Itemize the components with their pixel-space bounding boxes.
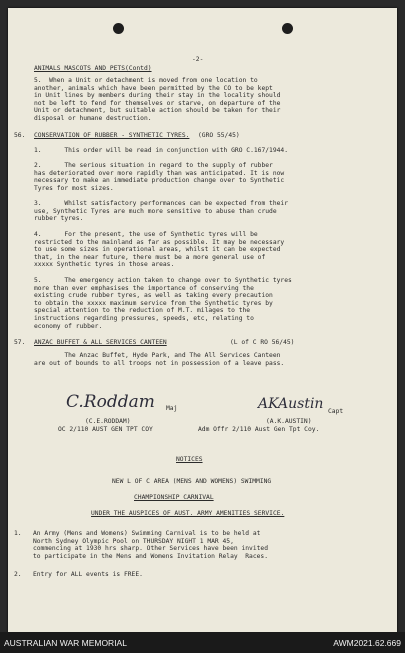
item-number: 57. xyxy=(14,339,26,346)
item-title: CONSERVATION OF RUBBER - SYNTHETIC TYRES. xyxy=(34,132,190,139)
signature-left-name: (C.E.RODDAM) xyxy=(85,418,131,425)
item-56-para-line: necessary to make an immediate production change over to Synthetic xyxy=(34,177,285,185)
notices-para-line: commencing at 1930 hrs sharp. Other Services have been invited xyxy=(14,545,269,553)
para-5-line: 5. When a Unit or detachment is moved from one location to xyxy=(34,77,258,84)
item-56-para-line: use, Synthetic Tyres are much more sensitive to abuse than crude xyxy=(34,207,277,215)
para-5-line: disposal or humane destruction. xyxy=(34,115,152,122)
item-56-para-line: restricted to the mainland as far as possible. It may be necessary xyxy=(34,238,285,246)
item-56-para-line: to use some sizes in operational areas, whilst it can be expected xyxy=(34,246,281,254)
signature-left-suffix: Maj xyxy=(166,405,178,412)
footer-accession: AWM2021.62.669 xyxy=(333,638,401,648)
item-number: 56. xyxy=(14,132,26,139)
item-56-para-line: that, in the near future, there must be a more general use of xyxy=(34,253,266,261)
notices-para-line: North Sydney Olympic Pool on THURSDAY NIGHT 1 MAR 45, xyxy=(14,537,234,545)
notices-line: CHAMPIONSHIP CARNIVAL xyxy=(134,494,214,501)
notices-line: NEW L OF C AREA (MENS AND WOMENS) SWIMMING xyxy=(112,478,272,485)
item-56-para-line: instructions regarding pressures, speeds, etc, relating to xyxy=(34,315,254,322)
punch-hole-right xyxy=(282,23,293,34)
item-56-para-line: economy of rubber. xyxy=(34,322,103,330)
notices-para-line: to participate in the Mens and Womens Invitation Relay Races. xyxy=(14,552,269,560)
item-56-para-line: more than ever emphasises the importance of conserving the xyxy=(34,284,254,292)
para-5-line: another, animals which have been permitted by the CO to be kept xyxy=(34,84,273,92)
notices-line: UNDER THE AUSPICES OF AUST. ARMY AMENITIES SERVICE. xyxy=(91,510,285,517)
item-56-para-line: 5. The emergency action taken to change over to Synthetic tyres xyxy=(34,277,292,284)
signature-right-name: (A.K.AUSTIN) xyxy=(266,418,312,425)
signature-right-title: Adm Offr 2/110 Aust Gen Tpt Coy. xyxy=(198,426,320,433)
item-56-para-line: 1. This order will be read in conjunction with GRO C.167/1944. xyxy=(34,147,289,154)
item-57-line: The Anzac Buffet, Hyde Park, and The All Services Canteen xyxy=(34,352,281,359)
item-reference: (L of C RO 56/45) xyxy=(230,339,295,346)
signature-left: C.Roddam xyxy=(66,392,155,412)
signature-left-title: OC 2/110 AUST GEN TPT COY xyxy=(58,426,153,433)
footer-source: AUSTRALIAN WAR MEMORIAL xyxy=(4,638,127,648)
para-5-line: not be left to fend for themselves or starve, on departure of the xyxy=(34,99,281,107)
para-5-line: in Unit lines by members during their stay in the locality should xyxy=(34,92,281,100)
document-page xyxy=(8,8,397,632)
item-56-para-line: Tyres for most sizes. xyxy=(34,184,114,192)
footer-bar xyxy=(0,632,405,653)
notices-heading: NOTICES xyxy=(176,456,203,463)
punch-hole-left xyxy=(113,23,124,34)
notices-para-line: 1. An Army (Mens and Womens) Swimming Carnival is to be held at xyxy=(14,530,261,537)
item-reference: (GRO 55/45) xyxy=(198,132,240,139)
item-56-para-line: special attention to the reduction of M.T. milages to the xyxy=(34,307,251,315)
item-56-para-line: 4. For the present, the use of Synthetic tyres will be xyxy=(34,231,258,238)
item-title: ANZAC BUFFET & ALL SERVICES CANTEEN xyxy=(34,339,167,346)
item-56-para-line: rubber tyres. xyxy=(34,215,84,223)
notices-para-line: 2. Entry for ALL events is FREE. xyxy=(14,571,143,578)
page-number: -2- xyxy=(192,56,204,63)
signature-right-suffix: Capt xyxy=(328,408,344,415)
item-56-para-line: existing crude rubber tyres, as well as taking every precaution xyxy=(34,292,273,300)
section-heading: ANIMALS MASCOTS AND PETS(Contd) xyxy=(34,65,152,72)
item-56-para-line: 3. Whilst satisfactory performances can be expected from their xyxy=(34,200,289,207)
item-56-para-line: has deteriorated over more rapidly than was anticipated. It is now xyxy=(34,169,285,177)
signature-right: AKAustin xyxy=(258,396,324,412)
item-56-para-line: to obtain the xxxxx maximum service from the Synthetic tyres by xyxy=(34,299,273,307)
item-56-para-line: 2. The serious situation in regard to the supply of rubber xyxy=(34,162,273,169)
para-5-line: Unit or detachment, but suitable action should be taken for their xyxy=(34,107,281,115)
item-57-line: are out of bounds to all troops not in possession of a leave pass. xyxy=(34,359,285,367)
item-56-para-line: xxxxx Synthetic tyres in those areas. xyxy=(34,261,175,269)
